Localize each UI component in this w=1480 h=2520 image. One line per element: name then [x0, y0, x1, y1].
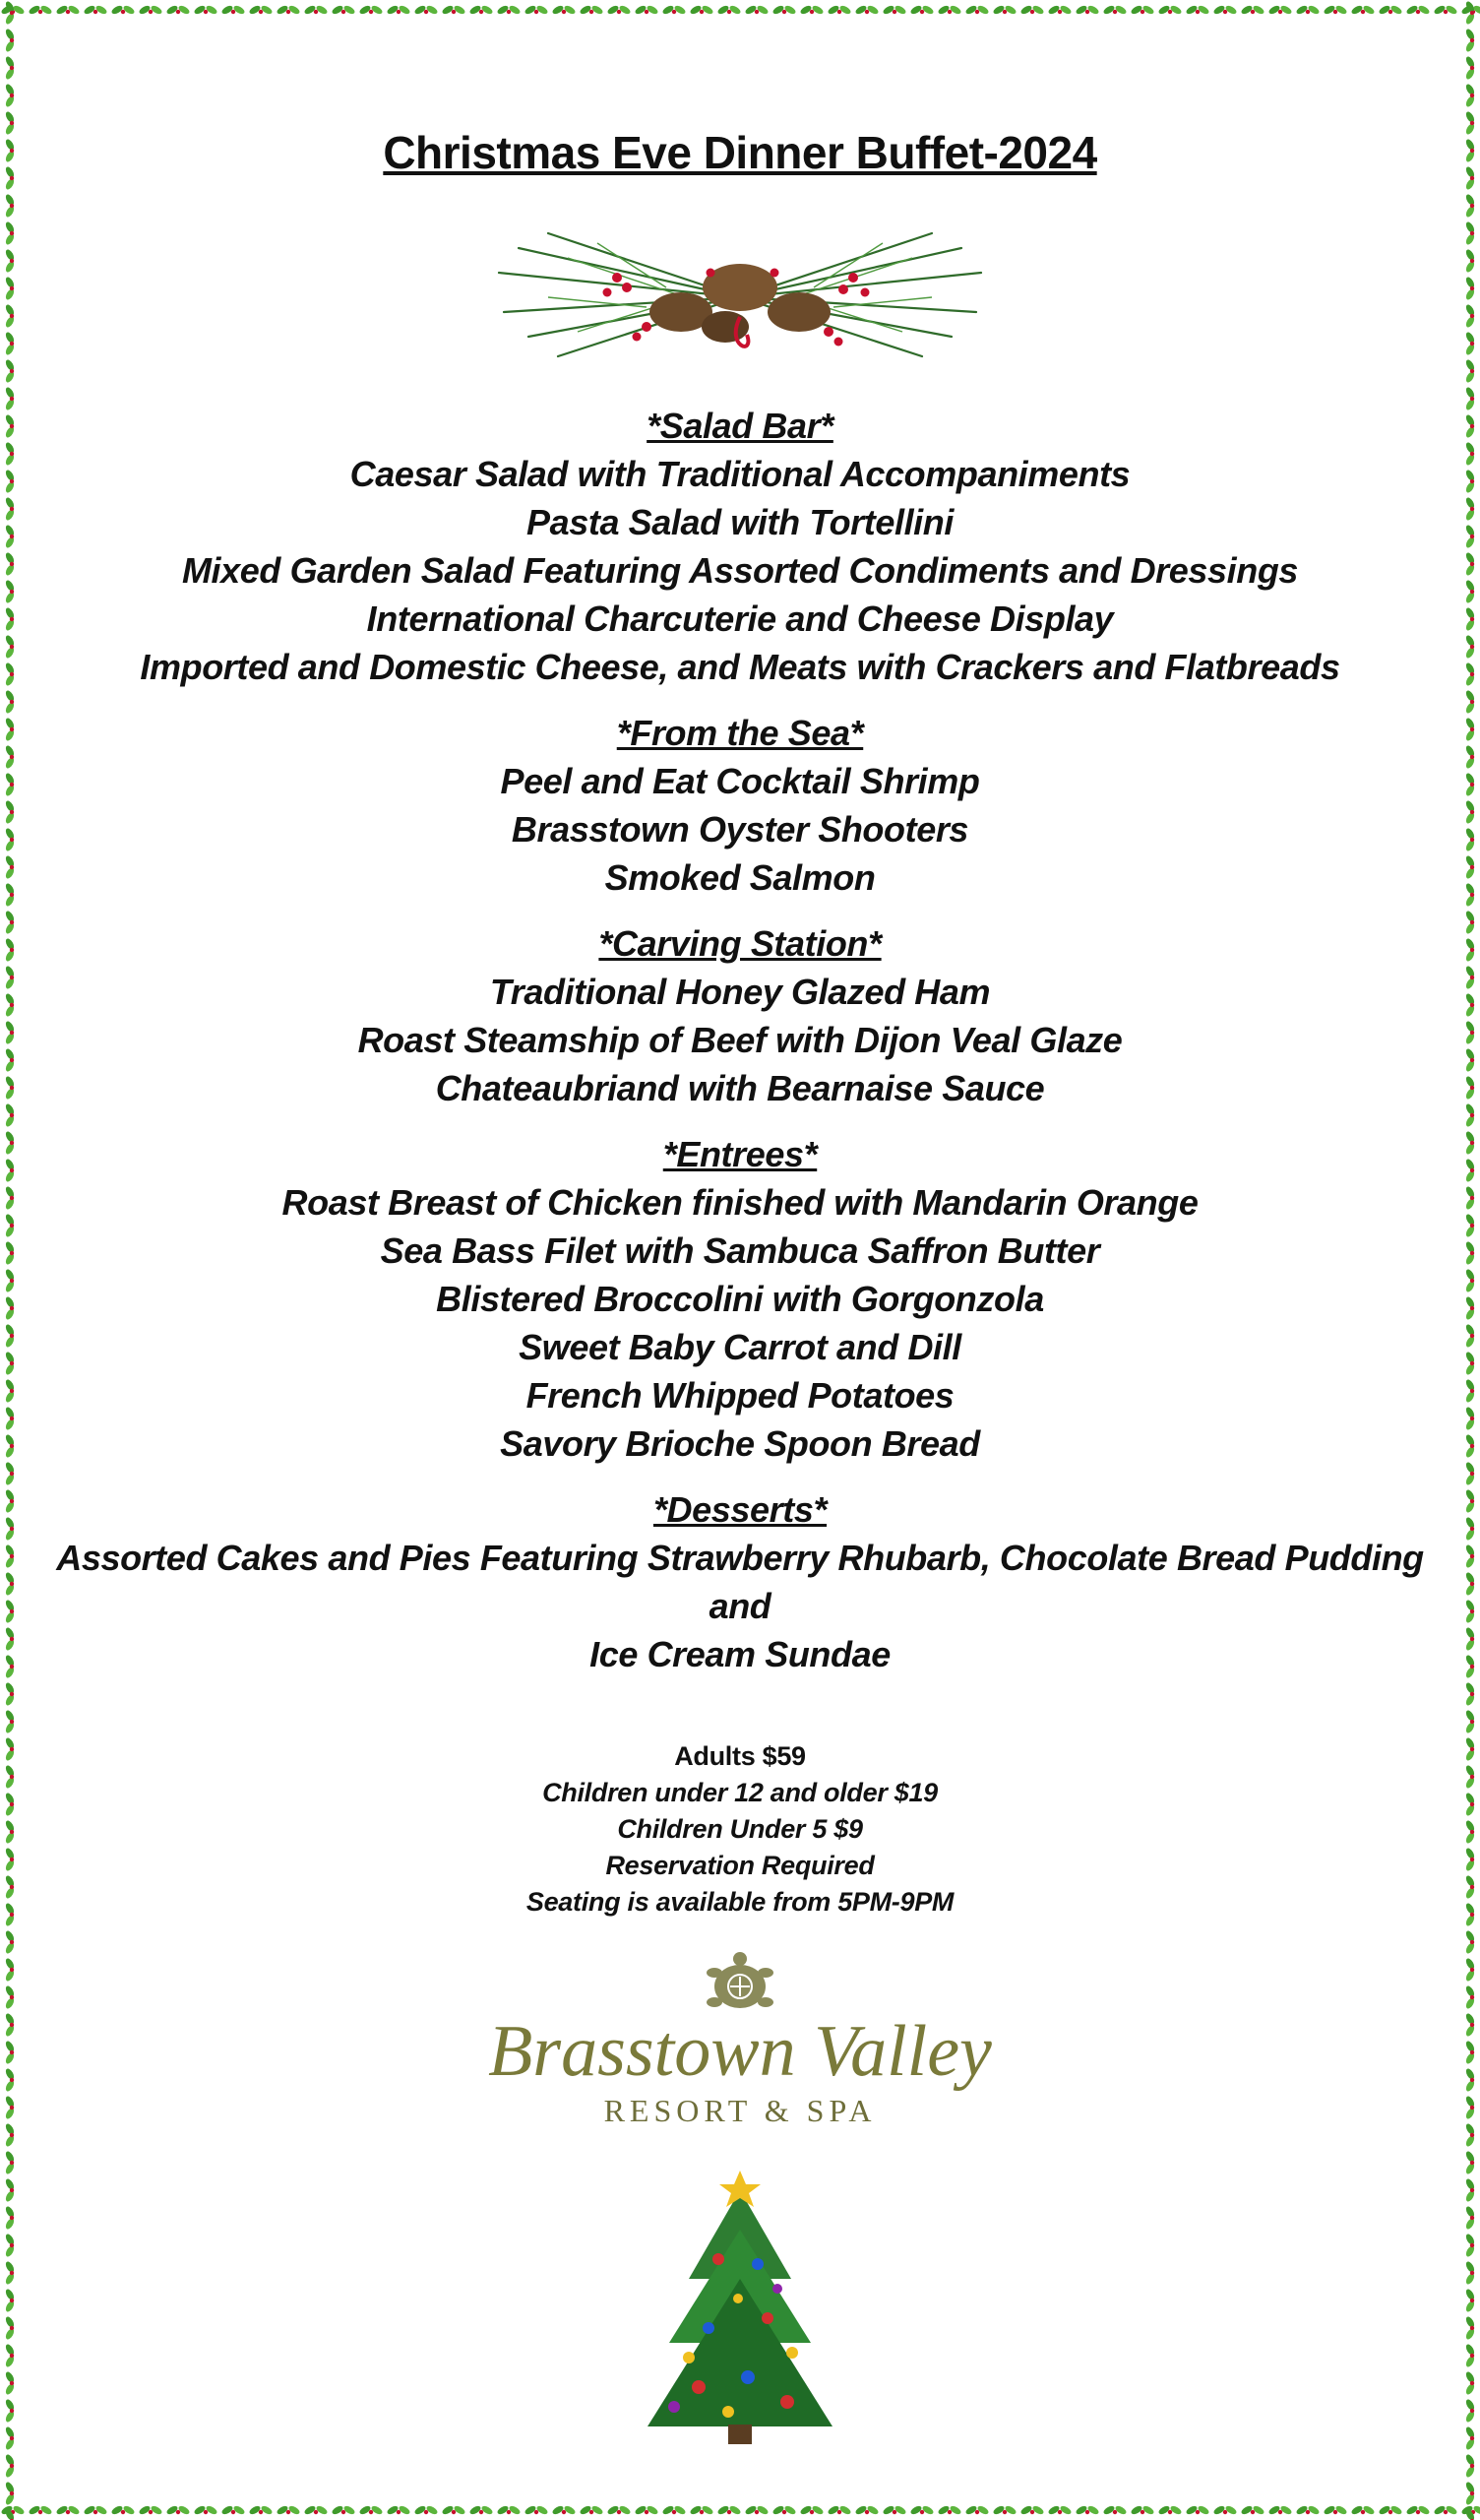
menu-item: Pasta Salad with Tortellini: [526, 502, 954, 542]
price-adults: Adults $59: [674, 1741, 806, 1771]
menu-item: Roast Breast of Chicken finished with Mandarin Orange: [281, 1182, 1199, 1223]
menu-item: Sea Bass Filet with Sambuca Saffron Butter: [380, 1230, 1100, 1271]
pricing-info: [0, 1738, 1480, 1921]
holly-border-left: [0, 0, 20, 2520]
menu-item: Roast Steamship of Beef with Dijon Veal Glaze: [357, 1020, 1123, 1060]
brasstown-valley-logo: [472, 1949, 1008, 2146]
menu-item: Blistered Broccolini with Gorgonzola: [436, 1279, 1044, 1319]
pine-garland-icon: [489, 219, 991, 376]
menu-item: Brasstown Oyster Shooters: [511, 809, 969, 850]
reservation-note: Reservation Required: [605, 1851, 875, 1880]
menu-item: Savory Brioche Spoon Bread: [500, 1423, 980, 1464]
menu-item: Imported and Domestic Cheese, and Meats with Crackers and Flatbreads: [140, 647, 1340, 687]
section-salad-bar: [39, 402, 1441, 691]
menu-title: Christmas Eve Dinner Buffet-2024: [383, 127, 1097, 178]
christmas-tree-icon: [630, 2171, 850, 2446]
menu-item: Assorted Cakes and Pies Featuring Strawberry Rhubarb, Chocolate Bread Pudding: [56, 1538, 1424, 1578]
menu-item: Ice Cream Sundae: [589, 1634, 891, 1674]
menu-item: French Whipped Potatoes: [525, 1375, 955, 1416]
menu-item: and: [709, 1586, 771, 1626]
menu-item: Smoked Salmon: [604, 857, 876, 898]
price-children-5: Children Under 5 $9: [617, 1814, 863, 1844]
holly-border-bottom: [0, 2500, 1480, 2520]
menu-item: Peel and Eat Cocktail Shrimp: [500, 761, 980, 801]
section-entrees: [39, 1130, 1441, 1468]
logo-name: Brasstown Valley: [488, 2011, 992, 2092]
menu-body: [39, 402, 1441, 1696]
menu-item: Sweet Baby Carrot and Dill: [519, 1327, 961, 1367]
seating-hours: Seating is available from 5PM-9PM: [525, 1887, 955, 1917]
section-carving-station: [39, 919, 1441, 1112]
logo-subtitle: RESORT & SPA: [603, 2093, 877, 2128]
menu-item: International Charcuterie and Cheese Display: [366, 598, 1114, 639]
section-title-entrees: *Entrees*: [662, 1134, 818, 1174]
holly-border-top: [0, 0, 1480, 20]
section-from-the-sea: [39, 709, 1441, 902]
menu-item: Chateaubriand with Bearnaise Sauce: [435, 1068, 1045, 1108]
section-desserts: [39, 1485, 1441, 1678]
section-title-desserts: *Desserts*: [652, 1489, 828, 1530]
section-title-from-the-sea: *From the Sea*: [616, 713, 864, 753]
price-children-12: Children under 12 and older $19: [542, 1778, 938, 1807]
menu-item: Mixed Garden Salad Featuring Assorted Condiments and Dressings: [181, 550, 1299, 591]
section-title-salad-bar: *Salad Bar*: [647, 406, 833, 446]
holly-border-right: [1460, 0, 1480, 2520]
menu-item: Traditional Honey Glazed Ham: [489, 972, 991, 1012]
menu-item: Caesar Salad with Traditional Accompaniments: [349, 454, 1131, 494]
section-title-carving-station: *Carving Station*: [598, 923, 882, 964]
